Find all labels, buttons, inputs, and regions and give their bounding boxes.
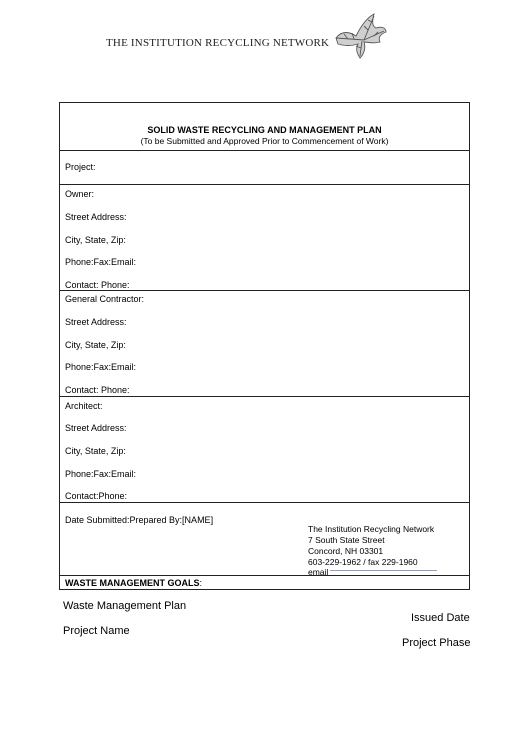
footer-project-name-label: Project Name — [63, 625, 130, 637]
form-title: SOLID WASTE RECYCLING AND MANAGEMENT PLAN — [147, 125, 382, 135]
owner-street-label: Street Address: — [65, 212, 127, 222]
organization-title: THE INSTITUTION RECYCLING NETWORK — [106, 37, 330, 49]
architect-section — [60, 397, 469, 503]
form-title-section — [60, 103, 469, 151]
project-section — [60, 151, 469, 185]
address-org: The Institution Recycling Network — [308, 524, 435, 534]
footer-issued-date-label: Issued Date — [411, 612, 470, 624]
waste-goals-colon: : — [199, 578, 203, 588]
contractor-street-label: Street Address: — [65, 317, 127, 327]
contractor-section — [60, 291, 469, 397]
owner-city-label: City, State, Zip: — [65, 235, 126, 245]
leaf-logo-icon — [328, 8, 388, 60]
architect-phone-label: Phone:Fax:Email: — [65, 469, 137, 479]
address-email-label: email — [308, 567, 329, 577]
address-city: Concord, NH 03301 — [308, 546, 384, 556]
footer-project-phase-label: Project Phase — [402, 637, 471, 649]
project-label: Project: — [65, 162, 96, 172]
contractor-phone-label: Phone:Fax:Email: — [65, 362, 137, 372]
owner-section — [60, 185, 469, 291]
waste-goals-heading — [65, 578, 202, 588]
email-underline — [330, 570, 437, 571]
contractor-label: General Contractor: — [65, 294, 145, 304]
recycling-plan-form — [59, 102, 470, 590]
waste-goals-label: WASTE MANAGEMENT GOALS — [65, 578, 200, 588]
address-phone: 603-229-1962 / fax 229-1960 — [308, 557, 418, 567]
architect-street-label: Street Address: — [65, 423, 127, 433]
date-submitted-label: Date Submitted:Prepared By:[NAME] — [65, 515, 214, 525]
contractor-city-label: City, State, Zip: — [65, 340, 126, 350]
submission-section — [60, 503, 469, 576]
contractor-contact-label: Contact: Phone: — [65, 385, 130, 395]
form-subtitle: (To be Submitted and Approved Prior to Commencement of Work) — [140, 136, 389, 146]
architect-contact-label: Contact:Phone: — [65, 491, 128, 501]
owner-phone-label: Phone:Fax:Email: — [65, 257, 137, 267]
footer-plan-label: Waste Management Plan — [63, 600, 187, 612]
architect-label: Architect: — [65, 401, 103, 411]
architect-city-label: City, State, Zip: — [65, 446, 126, 456]
owner-label: Owner: — [65, 189, 95, 199]
owner-contact-label: Contact: Phone: — [65, 280, 130, 290]
address-street: 7 South State Street — [308, 535, 385, 545]
